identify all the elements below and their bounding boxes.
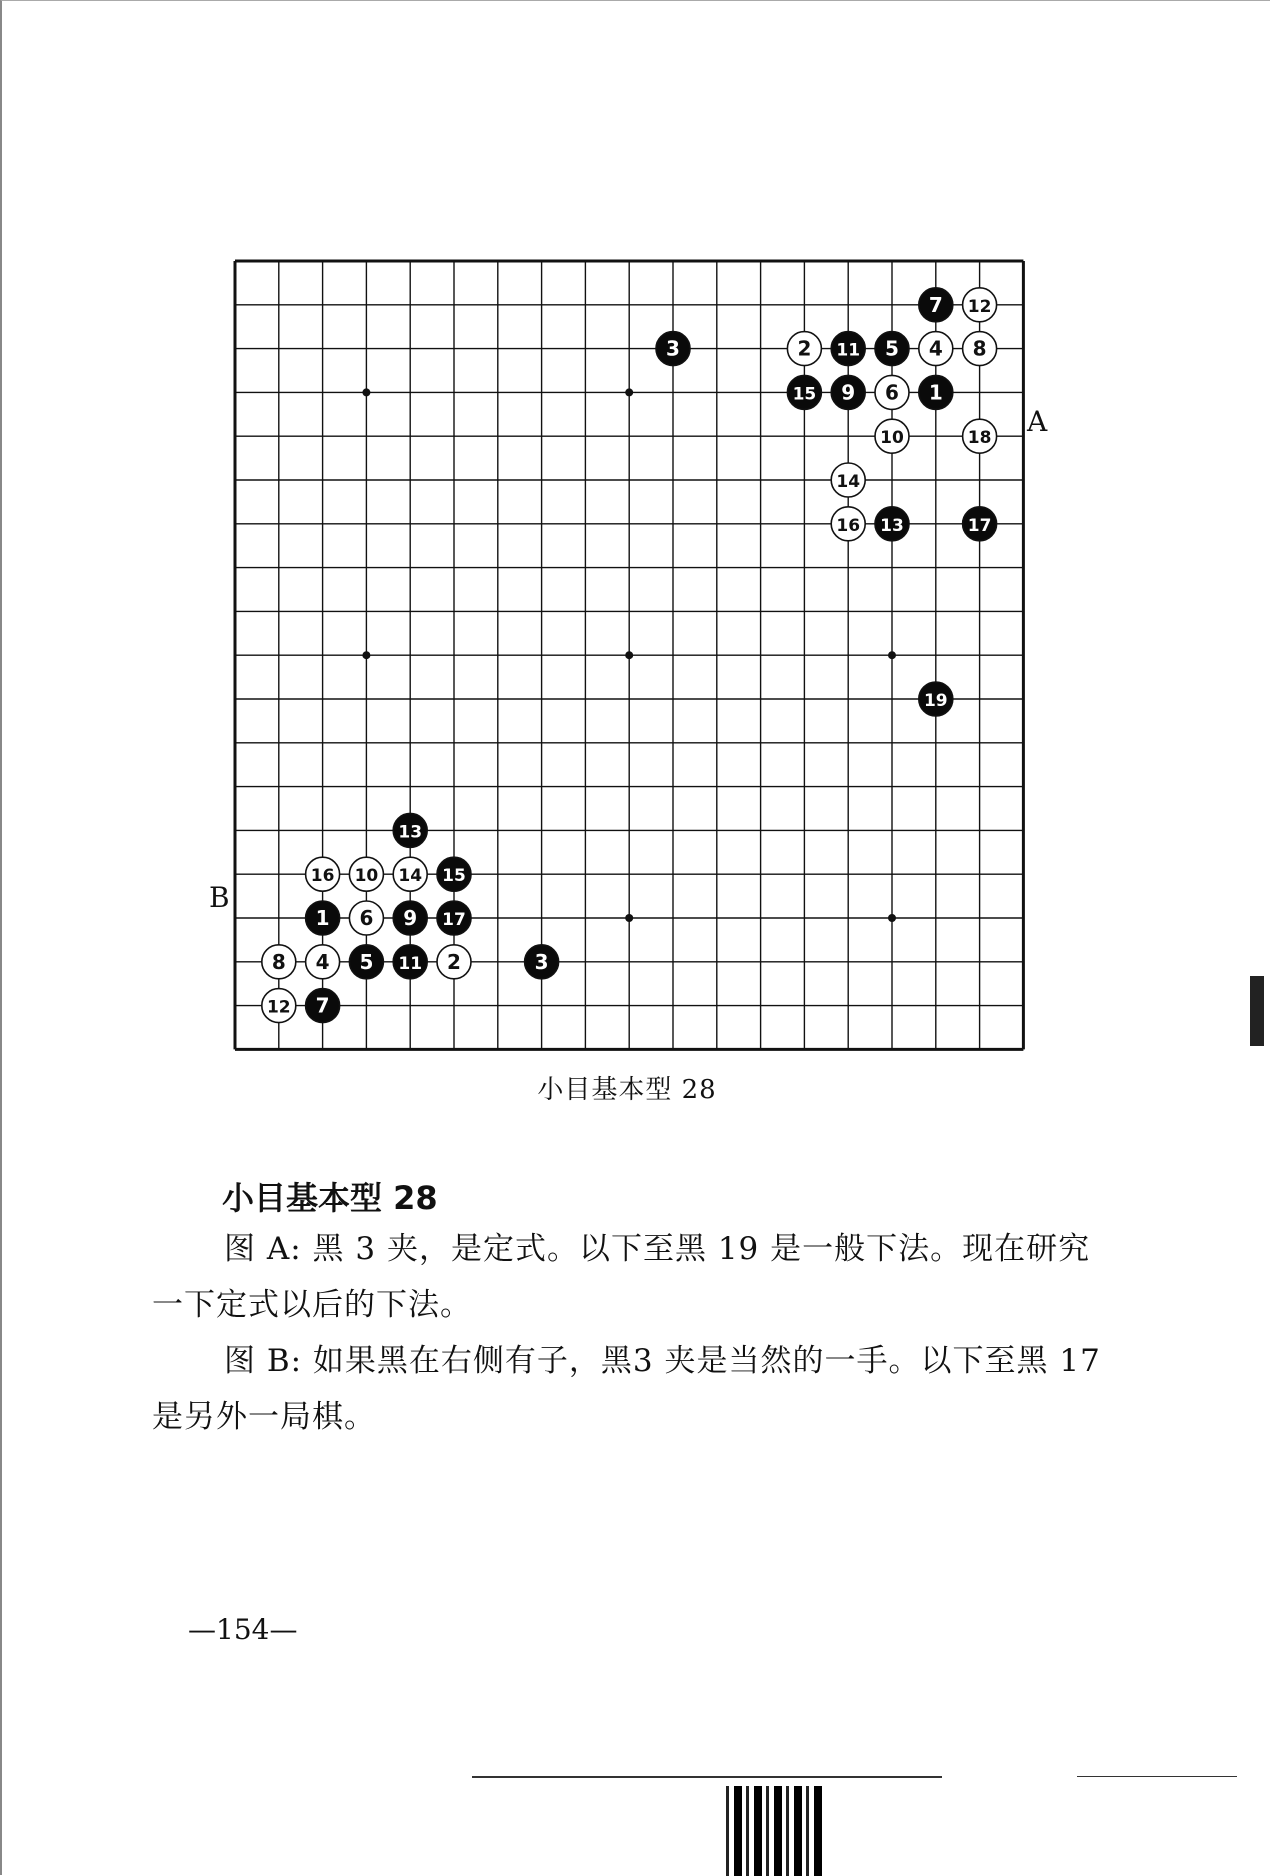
black-stone bbox=[656, 332, 690, 366]
stone-number: 15 bbox=[792, 384, 817, 405]
white-stone bbox=[349, 901, 383, 935]
black-stone bbox=[393, 901, 427, 935]
white-stone bbox=[262, 989, 296, 1023]
stone-number: 5 bbox=[359, 949, 374, 974]
white-stone bbox=[875, 419, 909, 453]
stone-number: 10 bbox=[354, 866, 379, 887]
black-stone bbox=[831, 332, 865, 366]
stone-number: 2 bbox=[797, 336, 812, 361]
white-stone bbox=[963, 288, 997, 322]
binding-mark bbox=[722, 1786, 822, 1876]
stone-number: 14 bbox=[398, 866, 423, 887]
black-stone bbox=[963, 507, 997, 541]
black-stone bbox=[919, 288, 953, 322]
white-stone bbox=[787, 332, 821, 366]
stone-number: 18 bbox=[967, 428, 992, 449]
white-stone bbox=[306, 857, 340, 891]
stone-number: 1 bbox=[928, 380, 943, 405]
stone-number: 4 bbox=[928, 336, 943, 361]
stone-number: 7 bbox=[928, 292, 943, 317]
white-stone bbox=[875, 375, 909, 409]
stone-number: 13 bbox=[880, 515, 904, 536]
black-stone bbox=[393, 945, 427, 979]
footer-rule-right bbox=[1077, 1776, 1237, 1777]
black-stone bbox=[919, 682, 953, 716]
star-point bbox=[362, 388, 370, 396]
stone-number: 4 bbox=[315, 949, 330, 974]
white-stone bbox=[262, 945, 296, 979]
star-point bbox=[625, 914, 633, 922]
stone-number: 17 bbox=[442, 910, 466, 930]
stone-number: 6 bbox=[885, 380, 899, 405]
black-stone bbox=[306, 901, 340, 935]
section-heading: 小目基本型 28 bbox=[222, 1179, 438, 1217]
stone-number: 8 bbox=[972, 336, 987, 361]
white-stone bbox=[919, 332, 953, 366]
black-stone bbox=[393, 813, 427, 847]
star-point bbox=[888, 651, 896, 659]
star-point bbox=[888, 914, 896, 922]
stone-number: 16 bbox=[836, 515, 861, 536]
stone-number: 10 bbox=[880, 428, 904, 449]
black-stone bbox=[875, 332, 909, 366]
page-number: —154— bbox=[188, 1613, 298, 1646]
stone-number: 11 bbox=[398, 953, 423, 974]
stone-number: 8 bbox=[271, 949, 286, 974]
black-stone bbox=[875, 507, 909, 541]
stone-number: 7 bbox=[315, 993, 330, 1018]
white-stone bbox=[831, 463, 865, 497]
stone-number: 12 bbox=[967, 296, 992, 317]
marker-b: B bbox=[209, 881, 230, 914]
stone-number: 3 bbox=[534, 949, 549, 974]
star-point bbox=[625, 388, 633, 396]
white-stone bbox=[349, 857, 383, 891]
stone-number: 5 bbox=[885, 336, 899, 361]
star-point bbox=[362, 651, 370, 659]
stone-number: 19 bbox=[923, 691, 948, 711]
black-stone bbox=[831, 375, 865, 409]
star-point bbox=[625, 651, 633, 659]
stone-number: 2 bbox=[447, 949, 461, 974]
stone-number: 15 bbox=[442, 866, 466, 887]
paragraph-figure-a: 图 A: 黑 3 夹，是定式。以下至黑 19 是一般下法。现在研究一下定式以后的下法。 bbox=[152, 1231, 1091, 1323]
stone-number: 3 bbox=[666, 336, 680, 361]
white-stone bbox=[963, 332, 997, 366]
black-stone bbox=[525, 945, 559, 979]
black-stone bbox=[349, 945, 383, 979]
black-stone bbox=[919, 375, 953, 409]
white-stone bbox=[393, 857, 427, 891]
paragraph-figure-b: 图 B: 如果黑在右侧有子，黑3 夹是当然的一手。以下至黑 17 是另外一局棋。 bbox=[152, 1343, 1101, 1435]
stone-number: 16 bbox=[310, 866, 335, 887]
stone-number: 9 bbox=[841, 380, 856, 405]
marker-a: A bbox=[1027, 405, 1048, 438]
footer-rule-left bbox=[472, 1776, 942, 1778]
white-stone bbox=[306, 945, 340, 979]
white-stone bbox=[831, 507, 865, 541]
edge-mark bbox=[1250, 976, 1264, 1046]
stone-number: 14 bbox=[836, 472, 861, 492]
white-stone bbox=[437, 945, 471, 979]
stone-number: 6 bbox=[359, 906, 374, 930]
diagram-caption: 小目基本型 28 bbox=[537, 1075, 717, 1105]
black-stone bbox=[787, 375, 821, 409]
stone-number: 17 bbox=[967, 515, 992, 536]
go-board-diagram bbox=[227, 253, 1027, 1053]
stone-number: 1 bbox=[315, 906, 330, 930]
black-stone bbox=[437, 857, 471, 891]
white-stone bbox=[963, 419, 997, 453]
stone-number: 9 bbox=[403, 906, 418, 930]
stone-number: 11 bbox=[836, 340, 861, 361]
black-stone bbox=[306, 989, 340, 1023]
stone-number: 13 bbox=[398, 822, 423, 843]
black-stone bbox=[437, 901, 471, 935]
stone-number: 12 bbox=[266, 997, 291, 1018]
